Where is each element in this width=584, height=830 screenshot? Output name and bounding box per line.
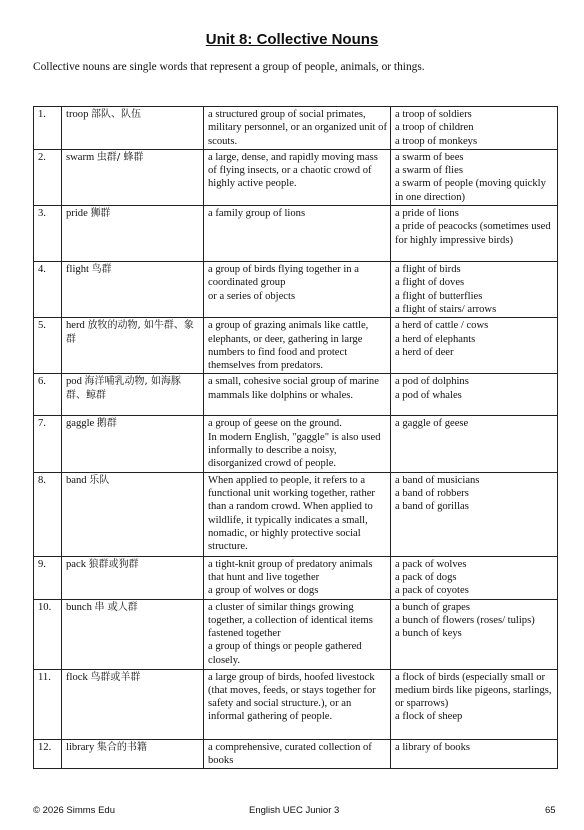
collective-nouns-table: [33, 106, 558, 769]
noun-cell: [62, 556, 204, 599]
noun-chinese: 鸟群或羊群: [90, 671, 141, 683]
noun-cell: [62, 416, 204, 472]
example-phrase: a band of musicians: [395, 474, 480, 486]
meaning-text: or a series of objects: [208, 290, 296, 302]
row-number: 5.: [34, 318, 62, 374]
examples-cell: [391, 556, 558, 599]
row-number: 1.: [34, 107, 62, 150]
noun-cell: [62, 107, 204, 150]
meaning-cell: [204, 374, 391, 416]
table-row: [34, 374, 558, 416]
meaning-cell: [204, 599, 391, 669]
meaning-cell: [204, 149, 391, 205]
noun-cell: [62, 472, 204, 556]
noun-word: pack: [66, 558, 86, 570]
example-phrase: a pack of dogs: [395, 571, 457, 583]
row-number: 12.: [34, 739, 62, 769]
table-row: [34, 206, 558, 262]
noun-chinese: 乐队: [89, 474, 110, 486]
meaning-text: a small, cohesive social group of marine mammals like dolphins or whales.: [208, 376, 379, 401]
noun-chinese: 部队、队伍: [91, 109, 142, 120]
noun-chinese: 集合的书籍: [96, 741, 147, 753]
noun-word: band: [66, 474, 87, 486]
row-number: 2.: [34, 149, 62, 205]
footer-book-title: English UEC Junior 3: [249, 805, 340, 816]
meaning-text: In modern English, "gaggle" is also used informally to describe a noisy, disorganized crowd of people.: [208, 431, 381, 470]
meaning-text: a group of things or people gathered closely.: [208, 641, 362, 666]
meaning-cell: [204, 472, 391, 556]
example-phrase: a flight of birds: [395, 264, 461, 276]
noun-cell: [62, 262, 204, 318]
example-phrase: a swarm of flies: [395, 165, 463, 177]
example-phrase: a troop of children: [395, 122, 474, 134]
table-row: [34, 599, 558, 669]
examples-cell: [391, 318, 558, 374]
row-number: 4.: [34, 262, 62, 318]
noun-chinese: 狮群: [90, 208, 111, 220]
examples-cell: [391, 107, 558, 150]
example-phrase: a troop of monkeys: [395, 135, 478, 147]
noun-cell: [62, 206, 204, 262]
row-number: 8.: [34, 472, 62, 556]
noun-word: swarm: [66, 151, 95, 163]
meaning-cell: [204, 416, 391, 472]
example-phrase: a bunch of flowers (roses/ tulips): [395, 614, 535, 626]
noun-word: troop: [66, 109, 89, 120]
noun-chinese: 鹅群: [96, 418, 117, 430]
footer-copyright: © 2026 Simms Edu: [33, 805, 115, 816]
meaning-cell: [204, 262, 391, 318]
examples-cell: [391, 472, 558, 556]
row-number: 7.: [34, 416, 62, 472]
noun-cell: [62, 599, 204, 669]
meaning-cell: [204, 556, 391, 599]
table-row: [34, 262, 558, 318]
noun-cell: [62, 149, 204, 205]
noun-word: library: [66, 741, 95, 753]
example-phrase: a library of books: [395, 741, 471, 753]
noun-word: pride: [66, 208, 88, 220]
table-row: [34, 669, 558, 739]
noun-chinese: 虫群/ 蜂群: [96, 151, 144, 163]
meaning-text: a group of geese on the ground.: [208, 418, 342, 430]
meaning-text: When applied to people, it refers to a functional unit working together, rather than a random crowd. When applied to wildlife, it typically indicates a small, nomadic, or highly protective social structure.: [208, 474, 375, 553]
example-phrase: a herd of elephants: [395, 333, 476, 345]
meaning-text: a comprehensive, curated collection of books: [208, 741, 372, 766]
example-phrase: a band of robbers: [395, 487, 469, 499]
example-phrase: a flight of doves: [395, 277, 465, 289]
footer-page-number: 65: [545, 805, 556, 816]
meaning-text: a cluster of similar things growing together, a collection of identical items fastened together: [208, 601, 373, 640]
noun-chinese: 鸟群: [91, 264, 112, 276]
meaning-cell: [204, 669, 391, 739]
meaning-text: a group of birds flying together in a coordinated group: [208, 264, 359, 289]
table-row: [34, 107, 558, 150]
example-phrase: a pod of dolphins: [395, 376, 469, 388]
example-phrase: a herd of deer: [395, 346, 454, 358]
example-phrase: a pride of lions: [395, 208, 459, 220]
example-phrase: a troop of soldiers: [395, 109, 472, 120]
example-phrase: a flight of stairs/ arrows: [395, 303, 497, 315]
row-number: 3.: [34, 206, 62, 262]
meaning-text: a group of grazing animals like cattle, elephants, or deer, gathering in large numbers to find food and protect themselves from predators.: [208, 320, 369, 372]
meaning-text: a large group of birds, hoofed livestock (that moves, feeds, or stays together for safety and social structure.), or an informal gathering of people.: [208, 671, 376, 723]
table-row: [34, 739, 558, 769]
example-phrase: a pack of wolves: [395, 558, 467, 570]
row-number: 10.: [34, 599, 62, 669]
table-row: [34, 472, 558, 556]
noun-chinese: 串 或人群: [94, 601, 138, 613]
example-phrase: a swarm of people (moving quickly in one direction): [395, 178, 546, 203]
examples-cell: [391, 739, 558, 769]
example-phrase: a band of gorillas: [395, 501, 469, 513]
examples-cell: [391, 262, 558, 318]
meaning-cell: [204, 318, 391, 374]
noun-cell: [62, 669, 204, 739]
examples-cell: [391, 206, 558, 262]
noun-cell: [62, 318, 204, 374]
row-number: 6.: [34, 374, 62, 416]
example-phrase: a pride of peacocks (sometimes used for highly impressive birds): [395, 221, 551, 246]
meaning-text: a structured group of social primates, military personnel, or an organized unit of scouts.: [208, 109, 387, 147]
row-number: 9.: [34, 556, 62, 599]
meaning-cell: [204, 739, 391, 769]
table-row: [34, 318, 558, 374]
noun-chinese: 狼群或狗群: [88, 558, 139, 570]
example-phrase: a bunch of keys: [395, 628, 462, 640]
meaning-text: a large, dense, and rapidly moving mass of flying insects, or a chaotic crowd of highly active people.: [208, 151, 378, 190]
examples-cell: [391, 416, 558, 472]
table-row: [34, 416, 558, 472]
example-phrase: a flock of birds (especially small or medium birds like pigeons, starlings, or sparrows): [395, 671, 552, 710]
meaning-cell: [204, 107, 391, 150]
examples-cell: [391, 669, 558, 739]
example-phrase: a gaggle of geese: [395, 418, 469, 430]
noun-word: bunch: [66, 601, 92, 613]
intro-text: Collective nouns are single words that represent a group of people, animals, or things.: [33, 61, 425, 73]
page-title: Unit 8: Collective Nouns: [205, 31, 379, 48]
example-phrase: a pod of whales: [395, 389, 462, 401]
example-phrase: a bunch of grapes: [395, 601, 471, 613]
noun-cell: [62, 739, 204, 769]
examples-cell: [391, 149, 558, 205]
noun-word: flight: [66, 264, 89, 276]
noun-cell: [62, 374, 204, 416]
meaning-cell: [204, 206, 391, 262]
example-phrase: a flight of butterflies: [395, 290, 483, 302]
example-phrase: a flock of sheep: [395, 711, 463, 723]
meaning-text: a tight-knit group of predatory animals that hunt and live together: [208, 558, 373, 583]
meaning-text: a group of wolves or dogs: [208, 585, 319, 597]
example-phrase: a herd of cattle / cows: [395, 320, 489, 332]
noun-word: flock: [66, 671, 88, 683]
table-row: [34, 556, 558, 599]
examples-cell: [391, 599, 558, 669]
meaning-text: a family group of lions: [208, 208, 306, 220]
noun-chinese: 海洋哺乳动物, 如海豚群、鲸群: [66, 376, 181, 401]
noun-word: herd: [66, 320, 85, 332]
noun-word: gaggle: [66, 418, 95, 430]
example-phrase: a pack of coyotes: [395, 585, 469, 597]
row-number: 11.: [34, 669, 62, 739]
table-row: [34, 149, 558, 205]
examples-cell: [391, 374, 558, 416]
example-phrase: a swarm of bees: [395, 151, 464, 163]
noun-word: pod: [66, 376, 82, 388]
noun-chinese: 放牧的动物, 如牛群、象群: [66, 320, 194, 345]
